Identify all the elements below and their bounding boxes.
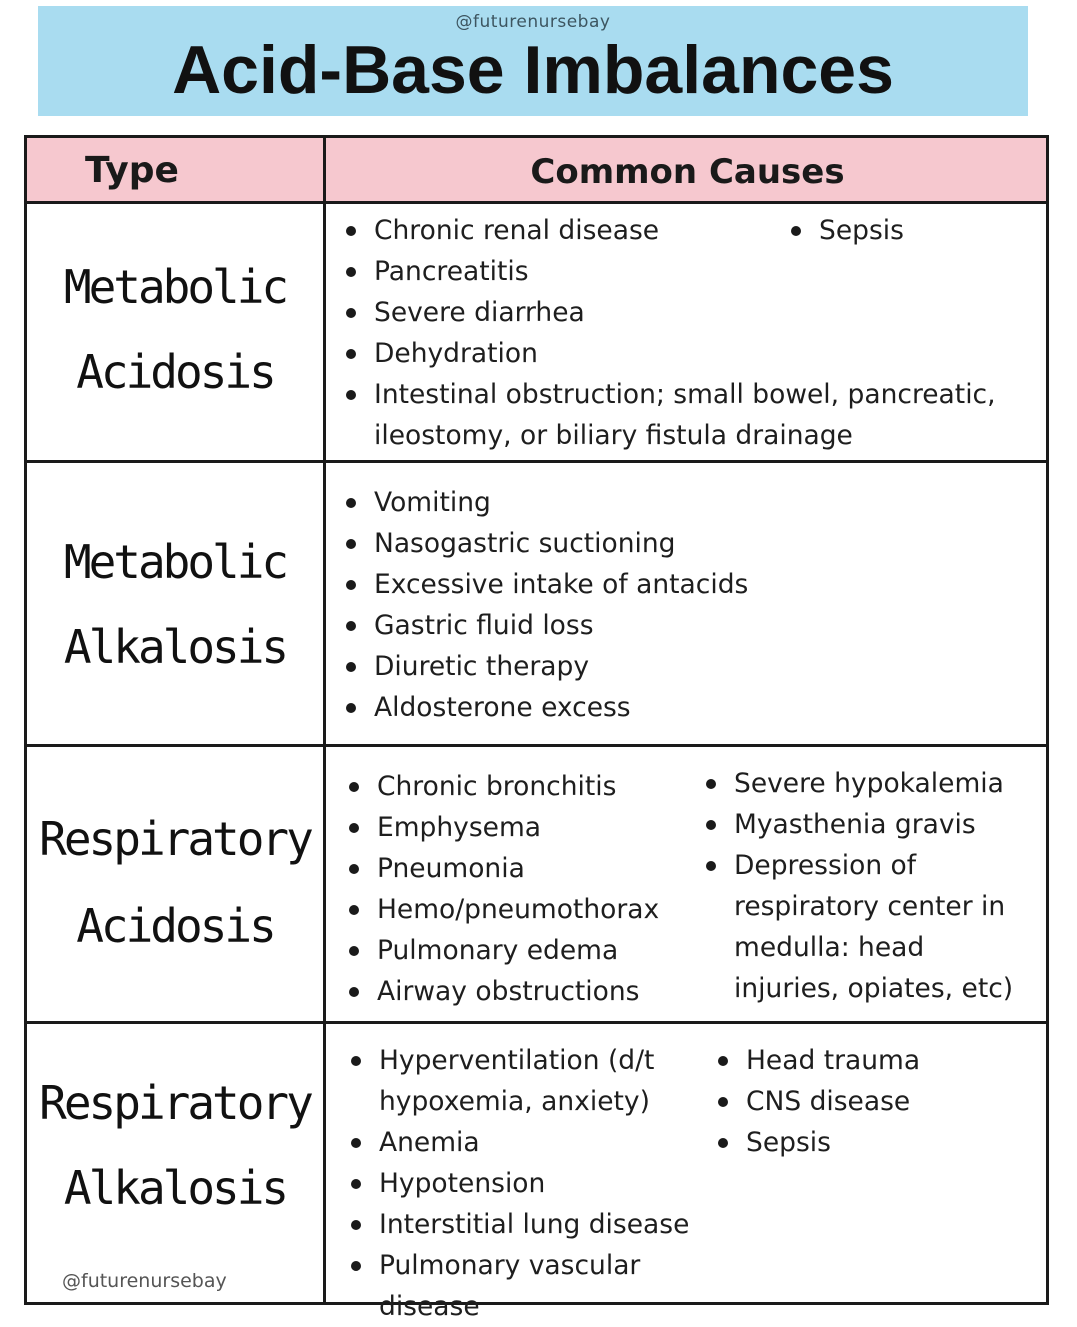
list-item: CNS disease: [714, 1081, 1034, 1122]
causes-list-respiratory-alkalosis: [347, 1040, 697, 1327]
list-item: Head trauma: [714, 1040, 1034, 1081]
type-label-line2: Alkalosis: [63, 620, 287, 674]
header-common-causes: Common Causes: [530, 152, 845, 192]
table-header: [27, 138, 1046, 204]
row-divider: [27, 460, 1046, 463]
causes-list-respiratory-alkalosis-2: [714, 1040, 1034, 1163]
list-item: Myasthenia gravis: [702, 804, 1037, 845]
type-label-line1: Metabolic: [63, 260, 287, 314]
list-item: Hyperventilation (d/t hypoxemia, anxiety): [347, 1040, 697, 1122]
list-item: Pneumonia: [345, 848, 695, 889]
list-item: Nasogastric suctioning: [342, 523, 1047, 564]
type-label-line1: Metabolic: [63, 535, 287, 589]
column-divider: [323, 138, 326, 1302]
list-item: Vomiting: [342, 482, 1047, 523]
causes-list-respiratory-acidosis: [345, 766, 695, 1012]
list-item: Diuretic therapy: [342, 646, 1047, 687]
header-type: Type: [85, 150, 179, 191]
list-item: Severe hypokalemia: [702, 763, 1037, 804]
type-label-line2: Acidosis: [76, 345, 274, 399]
type-label-line2: Alkalosis: [63, 1161, 287, 1215]
causes-list-metabolic-alkalosis: [342, 482, 1047, 728]
type-label-line2: Acidosis: [76, 899, 274, 953]
list-item: Hypotension: [347, 1163, 697, 1204]
list-item: Anemia: [347, 1122, 697, 1163]
list-item: Sepsis: [787, 210, 1027, 251]
row-divider: [27, 744, 1046, 747]
list-item: Hemo/pneumothorax: [345, 889, 695, 930]
watermark-handle: @futurenursebay: [455, 12, 611, 32]
causes-list-respiratory-acidosis-2: [702, 763, 1037, 1009]
list-item: Severe diarrhea: [342, 292, 1047, 333]
type-label-line1: Respiratory: [39, 1076, 311, 1130]
list-item: Emphysema: [345, 807, 695, 848]
list-item: Airway obstructions: [345, 971, 695, 1012]
list-item: Pulmonary edema: [345, 930, 695, 971]
list-item: Interstitial lung disease: [347, 1204, 697, 1245]
list-item: Chronic renal disease: [342, 210, 1047, 251]
list-item: Sepsis: [714, 1122, 1034, 1163]
list-item: Chronic bronchitis: [345, 766, 695, 807]
row-divider: [27, 1021, 1046, 1024]
type-label-line1: Respiratory: [39, 812, 311, 866]
list-item: Pancreatitis: [342, 251, 1047, 292]
list-item: Gastric fluid loss: [342, 605, 1047, 646]
watermark-handle-bottom: @futurenursebay: [62, 1270, 227, 1292]
list-item: Excessive intake of antacids: [342, 564, 1047, 605]
causes-list-metabolic-acidosis-2: [787, 210, 1027, 251]
list-item: Depression of respiratory center in medulla: head injuries, opiates, etc): [702, 845, 1037, 1009]
list-item: Intestinal obstruction; small bowel, pancreatic, ileostomy, or biliary fistula drainage: [342, 374, 1047, 456]
list-item: Pulmonary vascular disease: [347, 1245, 697, 1327]
list-item: Aldosterone excess: [342, 687, 1047, 728]
page-title: Acid-Base Imbalances: [172, 32, 894, 108]
title-banner: [38, 6, 1028, 116]
list-item: Dehydration: [342, 333, 1047, 374]
imbalance-table: [24, 135, 1049, 1322]
